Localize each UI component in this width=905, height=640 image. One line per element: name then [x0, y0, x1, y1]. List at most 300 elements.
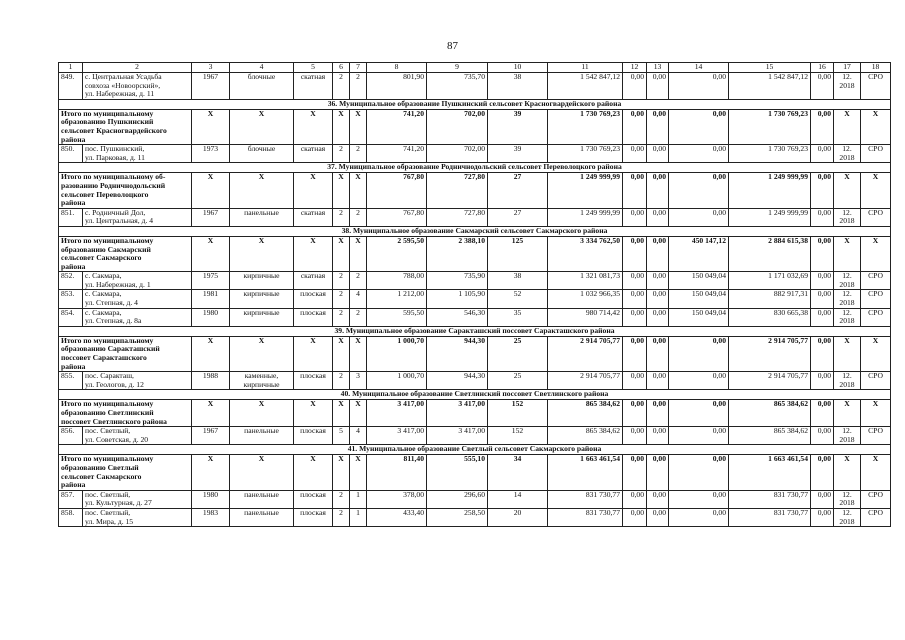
cost-c12: 0,00 — [623, 372, 647, 390]
deadline — [834, 272, 861, 290]
row-number: 854. — [59, 308, 83, 326]
cost-c14: 0,00 — [669, 73, 729, 100]
total-x-roof: Х — [294, 236, 333, 271]
row-number: 853. — [59, 290, 83, 308]
total-area-living: 3 417,00 — [427, 400, 488, 427]
total-x-c7: Х — [350, 236, 367, 271]
total-x-roof: Х — [294, 173, 333, 208]
area-living: 1 105,90 — [427, 290, 488, 308]
total-label — [59, 236, 192, 271]
cost-c13: 0,00 — [647, 73, 669, 100]
total-label — [59, 173, 192, 208]
section-header-row — [59, 163, 891, 173]
building-address-line: ул. Набережная, д. 11 — [85, 89, 155, 99]
section-header-row — [59, 99, 891, 109]
total-area-living: 555,10 — [427, 455, 488, 490]
deadline-line: 12. — [842, 371, 852, 381]
wall-material — [230, 427, 294, 445]
total-label-line: Итого по муниципальному об- — [61, 172, 166, 182]
total-x-c18: Х — [861, 236, 891, 271]
section-title: 38. Муниципальное образование Сакмарский сельсовет Сакмарского района — [59, 226, 891, 236]
wall-material-line: панельные — [244, 208, 279, 217]
wall-material — [230, 308, 294, 326]
section-title: 36. Муниципальное образование Пушкинский сельсовет Красногвардейского района — [59, 99, 891, 109]
building-address-line: ул. Советская, д. 20 — [85, 434, 149, 444]
roof-type: плоская — [294, 427, 333, 445]
building-row — [59, 372, 891, 390]
floors: 2 — [333, 308, 350, 326]
total-x-c18: Х — [861, 455, 891, 490]
total-label — [59, 400, 192, 427]
entrances: 2 — [350, 272, 367, 290]
roof-type: плоская — [294, 508, 333, 526]
total-x-c7: Х — [350, 336, 367, 371]
area-living: 735,90 — [427, 272, 488, 290]
deadline-line: 12. — [842, 271, 852, 281]
total-c15: 1 663 461,54 — [729, 455, 811, 490]
total-c13: 0,00 — [647, 400, 669, 427]
roof-type: скатная — [294, 208, 333, 226]
total-cost-total: 2 914 705,77 — [548, 336, 623, 371]
area-total: 767,80 — [367, 208, 427, 226]
municipality-total-row — [59, 236, 891, 271]
section-header-row — [59, 226, 891, 236]
method: СРО — [861, 308, 891, 326]
column-number-10: 10 — [488, 63, 548, 73]
section-header-row — [59, 390, 891, 400]
cost-c15: 831 730,77 — [729, 490, 811, 508]
building-address — [83, 490, 192, 508]
column-number-1: 1 — [59, 63, 83, 73]
building-address-line: ул. Степная, д. 8а — [85, 316, 142, 326]
building-address-line: ул. Мира, д. 15 — [85, 516, 134, 526]
section-header-row — [59, 326, 891, 336]
wall-material-line: панельные — [244, 426, 279, 436]
method: СРО — [861, 73, 891, 100]
total-x-roof: Х — [294, 400, 333, 427]
cost-c13: 0,00 — [647, 272, 669, 290]
area-living: 296,60 — [427, 490, 488, 508]
entrances: 3 — [350, 372, 367, 390]
build-year: 1975 — [192, 272, 230, 290]
total-x-year: Х — [192, 173, 230, 208]
cost-c16: 0,00 — [811, 290, 834, 308]
entrances: 4 — [350, 427, 367, 445]
cost-c14: 150 049,04 — [669, 290, 729, 308]
total-area-living: 944,30 — [427, 336, 488, 371]
building-row — [59, 308, 891, 326]
cost-c16: 0,00 — [811, 508, 834, 526]
roof-type: скатная — [294, 272, 333, 290]
cost-c15: 1 730 769,23 — [729, 145, 811, 163]
building-address-line: пос. Светлый, — [85, 426, 131, 436]
building-address — [83, 508, 192, 526]
building-address-line: с. Родничный Дол, — [85, 208, 146, 217]
wall-material — [230, 372, 294, 390]
deadline-line: 2018 — [839, 298, 855, 308]
total-label-line: района — [61, 480, 86, 490]
floors: 2 — [333, 208, 350, 226]
total-area-total: 767,80 — [367, 173, 427, 208]
building-address — [83, 308, 192, 326]
total-c12: 0,00 — [623, 173, 647, 208]
total-label-line: сельсовет Сакмарского — [61, 253, 142, 263]
total-x-c18: Х — [861, 109, 891, 144]
total-residents: 27 — [488, 173, 548, 208]
cost-c12: 0,00 — [623, 208, 647, 226]
entrances: 2 — [350, 73, 367, 100]
building-address-line: с. Сакмара, — [85, 271, 122, 281]
building-row — [59, 73, 891, 100]
total-x-c7: Х — [350, 173, 367, 208]
total-label-line: образованию Светлый — [61, 462, 139, 472]
cost-c16: 0,00 — [811, 73, 834, 100]
building-address — [83, 208, 192, 226]
cost-c14: 150 049,04 — [669, 272, 729, 290]
cost-c16: 0,00 — [811, 145, 834, 163]
cost-c15: 831 730,77 — [729, 508, 811, 526]
total-x-roof: Х — [294, 455, 333, 490]
floors: 2 — [333, 508, 350, 526]
page-number: 87 — [447, 40, 458, 52]
total-cost-total: 1 249 999,99 — [548, 173, 623, 208]
cost-c15: 2 914 705,77 — [729, 372, 811, 390]
total-cost-total: 3 334 762,50 — [548, 236, 623, 271]
residents: 39 — [488, 145, 548, 163]
total-x-c6: Х — [333, 236, 350, 271]
total-x-c17: Х — [834, 400, 861, 427]
total-x-c7: Х — [350, 455, 367, 490]
cost-c13: 0,00 — [647, 145, 669, 163]
cost-c13: 0,00 — [647, 372, 669, 390]
total-x-c18: Х — [861, 400, 891, 427]
total-x-year: Х — [192, 455, 230, 490]
total-x-c6: Х — [333, 336, 350, 371]
municipality-total-row — [59, 455, 891, 490]
column-number-2: 2 — [83, 63, 192, 73]
area-living: 3 417,00 — [427, 427, 488, 445]
wall-material — [230, 490, 294, 508]
total-label-line: сельсовет Переволоцкого — [61, 189, 149, 199]
total-c12: 0,00 — [623, 455, 647, 490]
building-address-line: совхоза «Новоорский», — [85, 80, 161, 90]
wall-material — [230, 272, 294, 290]
cost-total: 865 384,62 — [548, 427, 623, 445]
method: СРО — [861, 508, 891, 526]
total-x-c17: Х — [834, 236, 861, 271]
deadline-line: 12. — [842, 508, 852, 517]
deadline-line: 12. — [842, 72, 852, 81]
total-label-line: образованию Саракташский — [61, 344, 160, 354]
entrances: 1 — [350, 490, 367, 508]
cost-total: 831 730,77 — [548, 508, 623, 526]
wall-material-line: каменные, — [244, 371, 279, 381]
total-label-line: района — [61, 261, 86, 271]
municipality-total-row — [59, 173, 891, 208]
total-x-year: Х — [192, 336, 230, 371]
roof-type: скатная — [294, 73, 333, 100]
cost-c13: 0,00 — [647, 208, 669, 226]
row-number: 849. — [59, 73, 83, 100]
wall-material-line: кирпичные — [243, 289, 280, 299]
total-c14: 0,00 — [669, 173, 729, 208]
total-x-year: Х — [192, 236, 230, 271]
total-c14: 0,00 — [669, 109, 729, 144]
residents: 20 — [488, 508, 548, 526]
section-title: 37. Муниципальное образование Родничнодольский сельсовет Переволоцкого района — [59, 163, 891, 173]
row-number: 852. — [59, 272, 83, 290]
method: СРО — [861, 272, 891, 290]
section-header-row — [59, 445, 891, 455]
total-x-year: Х — [192, 400, 230, 427]
deadline — [834, 372, 861, 390]
wall-material — [230, 73, 294, 100]
building-address-line: пос. Саракташ, — [85, 371, 134, 381]
method: СРО — [861, 372, 891, 390]
housing-register-table — [58, 62, 891, 527]
deadline — [834, 508, 861, 526]
total-x-c7: Х — [350, 400, 367, 427]
total-c16: 0,00 — [811, 236, 834, 271]
roof-type: плоская — [294, 372, 333, 390]
building-address-line: пос. Светлый, — [85, 490, 131, 499]
wall-material-line: кирпичные — [243, 379, 280, 389]
row-number: 857. — [59, 490, 83, 508]
deadline-line: 2018 — [839, 80, 855, 90]
total-label-line: Итого по муниципальному — [61, 236, 154, 245]
roof-type: плоская — [294, 308, 333, 326]
building-row — [59, 145, 891, 163]
total-x-c17: Х — [834, 173, 861, 208]
total-label — [59, 455, 192, 490]
total-label-line: сельсовет Сакмарского — [61, 471, 142, 481]
municipality-total-row — [59, 400, 891, 427]
area-living: 258,50 — [427, 508, 488, 526]
cost-total: 831 730,77 — [548, 490, 623, 508]
total-x-c6: Х — [333, 400, 350, 427]
deadline-line: 12. — [842, 308, 852, 317]
residents: 38 — [488, 272, 548, 290]
total-c12: 0,00 — [623, 236, 647, 271]
total-residents: 152 — [488, 400, 548, 427]
total-label-line: Итого по муниципальному — [61, 336, 154, 345]
total-c16: 0,00 — [811, 173, 834, 208]
roof-type: плоская — [294, 490, 333, 508]
build-year: 1980 — [192, 308, 230, 326]
residents: 35 — [488, 308, 548, 326]
wall-material — [230, 145, 294, 163]
total-c13: 0,00 — [647, 236, 669, 271]
total-x-wall: Х — [230, 236, 294, 271]
area-living: 702,00 — [427, 145, 488, 163]
cost-c13: 0,00 — [647, 508, 669, 526]
cost-c14: 0,00 — [669, 145, 729, 163]
wall-material-line: панельные — [244, 490, 279, 499]
floors: 2 — [333, 290, 350, 308]
total-label-line: Итого по муниципальному — [61, 454, 154, 464]
total-label-line: образованию Сакмарский — [61, 244, 151, 254]
column-number-14: 14 — [669, 63, 729, 73]
total-cost-total: 1 730 769,23 — [548, 109, 623, 144]
total-residents: 125 — [488, 236, 548, 271]
total-c12: 0,00 — [623, 109, 647, 144]
total-label — [59, 336, 192, 371]
deadline-line: 2018 — [839, 379, 855, 389]
total-x-c6: Х — [333, 109, 350, 144]
total-x-c17: Х — [834, 109, 861, 144]
residents: 25 — [488, 372, 548, 390]
method: СРО — [861, 290, 891, 308]
building-address-line: ул. Степная, д. 4 — [85, 298, 138, 308]
total-c16: 0,00 — [811, 109, 834, 144]
floors: 2 — [333, 372, 350, 390]
floors: 2 — [333, 73, 350, 100]
column-number-16: 16 — [811, 63, 834, 73]
deadline-line: 12. — [842, 490, 852, 499]
total-area-living: 702,00 — [427, 109, 488, 144]
total-area-total: 2 595,50 — [367, 236, 427, 271]
build-year: 1983 — [192, 508, 230, 526]
cost-c13: 0,00 — [647, 308, 669, 326]
build-year: 1967 — [192, 73, 230, 100]
cost-c16: 0,00 — [811, 308, 834, 326]
column-number-4: 4 — [230, 63, 294, 73]
column-number-13: 13 — [647, 63, 669, 73]
area-living: 944,30 — [427, 372, 488, 390]
total-x-c18: Х — [861, 173, 891, 208]
floors: 5 — [333, 427, 350, 445]
column-number-8: 8 — [367, 63, 427, 73]
total-x-wall: Х — [230, 109, 294, 144]
building-address-line: с. Сакмара, — [85, 289, 122, 299]
building-row — [59, 272, 891, 290]
column-number-5: 5 — [294, 63, 333, 73]
total-x-wall: Х — [230, 336, 294, 371]
deadline — [834, 208, 861, 226]
deadline — [834, 308, 861, 326]
cost-c12: 0,00 — [623, 427, 647, 445]
building-address-line: ул. Геологов, д. 12 — [85, 379, 144, 389]
total-c12: 0,00 — [623, 400, 647, 427]
building-address-line: ул. Набережная, д. 1 — [85, 279, 151, 289]
floors: 2 — [333, 272, 350, 290]
cost-c15: 1 542 847,12 — [729, 73, 811, 100]
cost-total: 1 249 999,99 — [548, 208, 623, 226]
residents: 14 — [488, 490, 548, 508]
build-year: 1988 — [192, 372, 230, 390]
cost-c14: 0,00 — [669, 427, 729, 445]
entrances: 2 — [350, 145, 367, 163]
total-x-wall: Х — [230, 455, 294, 490]
wall-material — [230, 508, 294, 526]
total-c13: 0,00 — [647, 173, 669, 208]
area-total: 378,00 — [367, 490, 427, 508]
total-area-total: 811,40 — [367, 455, 427, 490]
cost-c12: 0,00 — [623, 73, 647, 100]
area-total: 801,90 — [367, 73, 427, 100]
deadline-line: 12. — [842, 144, 852, 154]
residents: 52 — [488, 290, 548, 308]
total-residents: 34 — [488, 455, 548, 490]
area-living: 735,70 — [427, 73, 488, 100]
column-number-3: 3 — [192, 63, 230, 73]
total-label-line: района — [61, 134, 86, 144]
cost-total: 1 321 081,73 — [548, 272, 623, 290]
column-number-15: 15 — [729, 63, 811, 73]
total-label-line: сельсовет Красногвардейского — [61, 125, 167, 135]
method: СРО — [861, 208, 891, 226]
deadline-line: 2018 — [839, 152, 855, 162]
row-number: 856. — [59, 427, 83, 445]
cost-c14: 0,00 — [669, 372, 729, 390]
total-x-c17: Х — [834, 336, 861, 371]
deadline — [834, 290, 861, 308]
row-number: 851. — [59, 208, 83, 226]
cost-c16: 0,00 — [811, 427, 834, 445]
total-label-line: поссовет Светлинского района — [61, 416, 167, 426]
building-address-line: ул. Парковая, д. 11 — [85, 152, 145, 162]
deadline-line: 2018 — [839, 516, 855, 526]
cost-c13: 0,00 — [647, 490, 669, 508]
wall-material-line: кирпичные — [243, 271, 280, 281]
deadline-line: 12. — [842, 426, 852, 436]
column-number-row — [59, 63, 891, 73]
total-c15: 865 384,62 — [729, 400, 811, 427]
area-total: 3 417,00 — [367, 427, 427, 445]
area-total: 741,20 — [367, 145, 427, 163]
building-address-line: ул. Центральная, д. 4 — [85, 216, 154, 226]
cost-c16: 0,00 — [811, 208, 834, 226]
cost-c12: 0,00 — [623, 508, 647, 526]
building-row — [59, 490, 891, 508]
cost-c16: 0,00 — [811, 372, 834, 390]
cost-c13: 0,00 — [647, 290, 669, 308]
municipality-total-row — [59, 109, 891, 144]
cost-c12: 0,00 — [623, 308, 647, 326]
total-x-c7: Х — [350, 109, 367, 144]
build-year: 1967 — [192, 427, 230, 445]
entrances: 2 — [350, 208, 367, 226]
total-cost-total: 1 663 461,54 — [548, 455, 623, 490]
total-c13: 0,00 — [647, 455, 669, 490]
deadline-line: 2018 — [839, 216, 855, 226]
area-total: 788,00 — [367, 272, 427, 290]
column-number-12: 12 — [623, 63, 647, 73]
build-year: 1967 — [192, 208, 230, 226]
deadline-line: 2018 — [839, 279, 855, 289]
building-address-line: ул. Культурная, д. 27 — [85, 498, 152, 508]
total-c16: 0,00 — [811, 400, 834, 427]
total-label-line: разованию Родничнодольский — [61, 180, 166, 190]
cost-total: 2 914 705,77 — [548, 372, 623, 390]
total-c16: 0,00 — [811, 336, 834, 371]
cost-c15: 1 249 999,99 — [729, 208, 811, 226]
method: СРО — [861, 490, 891, 508]
building-address — [83, 73, 192, 100]
cost-c14: 150 049,04 — [669, 308, 729, 326]
residents: 38 — [488, 73, 548, 100]
cost-c15: 830 665,38 — [729, 308, 811, 326]
total-x-c6: Х — [333, 455, 350, 490]
cost-c12: 0,00 — [623, 290, 647, 308]
total-x-roof: Х — [294, 336, 333, 371]
deadline — [834, 490, 861, 508]
building-address — [83, 372, 192, 390]
building-address — [83, 427, 192, 445]
building-address — [83, 290, 192, 308]
wall-material-line: блочные — [247, 144, 276, 154]
wall-material — [230, 208, 294, 226]
